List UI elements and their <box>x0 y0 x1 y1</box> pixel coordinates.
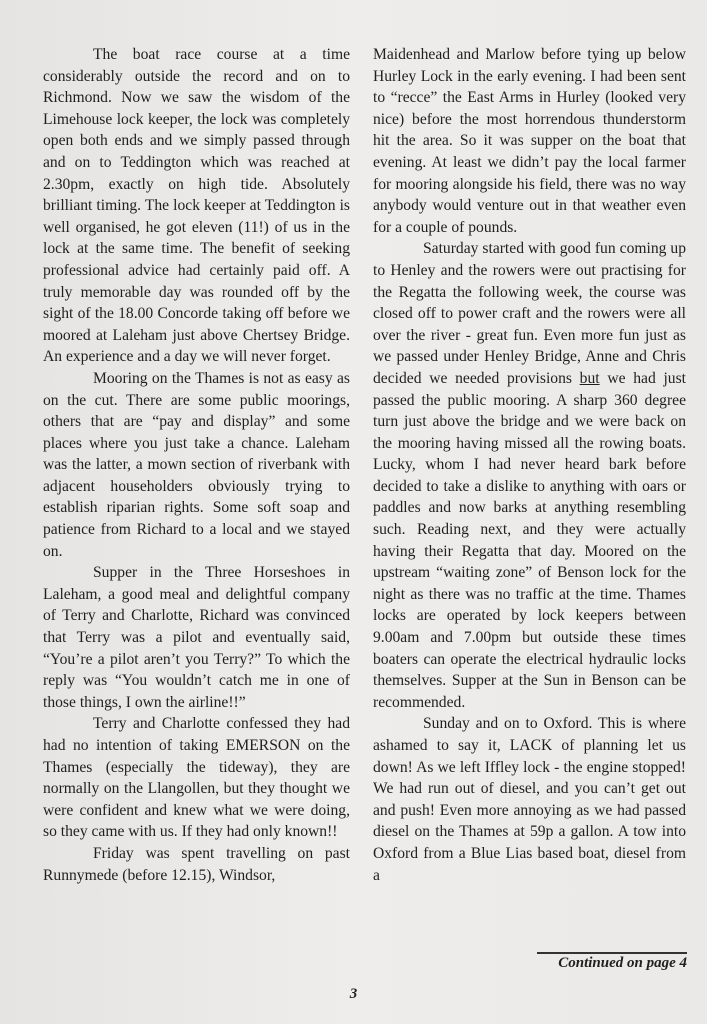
left-column <box>43 44 350 886</box>
continued-note: Continued on page 4 <box>537 952 687 972</box>
paragraph-text: Saturday started with good fun coming up to Henley and the rowers were out practising for the Regatta the following week, the course was closed off to power craft and the rowers were all over the river - great fun. Even more fun just as we passed under Henley Bridge, Anne and Chris decided we needed provisions <box>373 240 686 387</box>
paragraph: Maidenhead and Marlow before tying up below Hurley Lock in the early evening. I had been sent to “recce” the East Arms in Hurley (looked very nice) before the most horrendous thunderstorm hit the area. So it was supper on the boat that evening. At least we didn’t pay the local farmer for mooring alongside his field, there was no way anybody would venture out in that weather even for a couple of pounds. <box>373 46 686 236</box>
paragraph: Friday was spent travelling on past Runnymede (before 12.15), Windsor, <box>43 844 350 884</box>
paragraph: Sunday and on to Oxford. This is where ashamed to say it, LACK of planning let us down! As we left Iffley lock - the engine stopped! We had run out of diesel, and you can’t get out and push! Even more annoying as we had passed diesel on the Thames at 59p a gallon. A tow into Oxford from a Blue Lias based boat, diesel from a <box>373 715 686 884</box>
paragraph: Mooring on the Thames is not as easy as on the cut. There are some public moorings, others that are “pay and display” and some places where you just take a chance. Laleham was the latter, a mown section of riverbank with adjacent householders obviously trying to establish riparian rights. Some soft soap and patience from Richard to a local and we stayed on. <box>43 369 350 560</box>
paragraph: Terry and Charlotte confessed they had had no intention of taking EMERSON on the Thames (especially the tideway), they are normally on the Llangollen, but they thought we were confident and knew what we were doing, so they came with us. If they had only known!! <box>43 715 350 841</box>
underlined-word: but <box>579 369 600 387</box>
page-number: 3 <box>349 986 358 1002</box>
paragraph: Supper in the Three Horseshoes in Laleham, a good meal and delightful company of Terry and Charlotte, Richard was convinced that Terry was a pilot and eventually said, “You’re a pilot aren’t you Terry?” To which the reply was “You wouldn’t catch me in one of those things, I own the airline!!” <box>43 564 350 711</box>
right-column <box>373 44 686 886</box>
paragraph: The boat race course at a time considerably outside the record and on to Richmond. Now we saw the wisdom of the Limehouse lock keeper, the lock was completely open both ends and we simply passed through and on to Teddington which was reached at 2.30pm, exactly on high tide. Absolutely brilliant timing. The lock keeper at Teddington is well organised, he got eleven (11!) of us in the lock at the same time. The benefit of seeking professional advice had certainly paid off. A truly memorable day was rounded off by the sight of the 18.00 Concorde taking off before we moored at Laleham just above Chertsey Bridge. An experience and a day we will never forget. <box>43 46 350 366</box>
paragraph <box>373 238 686 713</box>
paragraph-text: we had just passed the public mooring. A sharp 360 degree turn just above the bridge and we were back on the mooring having missed all the rowing boats. Lucky, whom I had never heard bark before decided to take a dislike to anything with oars or paddles and now barks at anything resembling such. Reading next, and they were actually having their Regatta that day. Moored on the upstream “waiting zone” of Benson lock for the night as there was no traffic at the time. Thames locks are operated by lock keepers between 9.00am and 7.00pm but outside these times boaters can operate the electrical hydraulic locks themselves. Supper at the Sun in Benson can be recommended. <box>373 369 686 711</box>
